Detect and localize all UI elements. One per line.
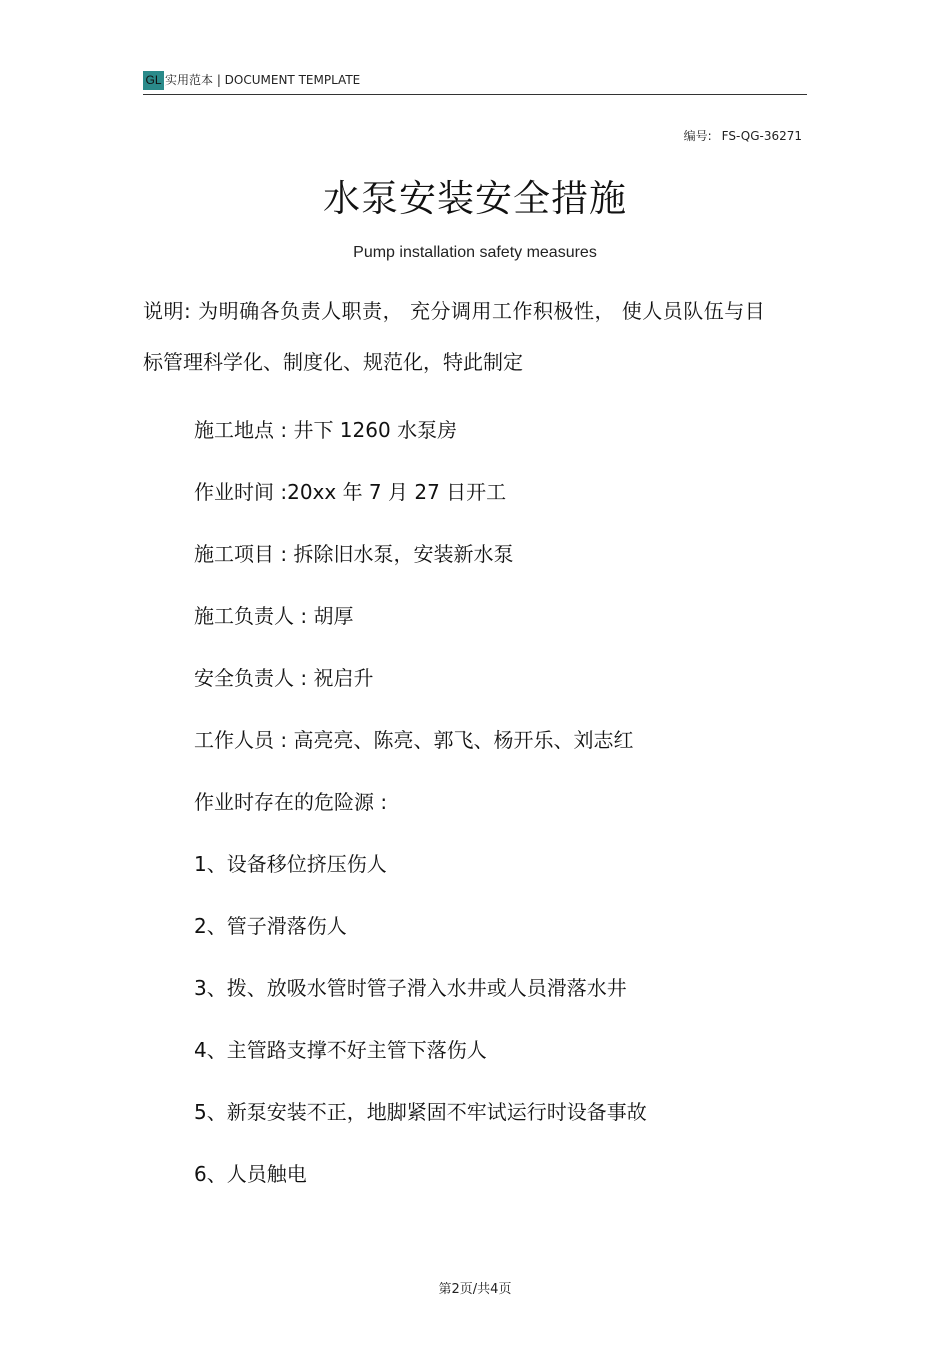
document-number bbox=[684, 127, 802, 144]
hazard-item-1: 1、设备移位挤压伤人 bbox=[194, 852, 387, 876]
description-line-1: 说明: 为明确各负责人职责， 充分调用工作积极性， 使人员队伍与目 bbox=[143, 299, 766, 323]
hazard-item-3: 3、拨、放吸水管时管子滑入水井或人员滑落水井 bbox=[194, 976, 627, 1000]
info-row-safety-lead: 安全负责人 : 祝启升 bbox=[194, 666, 374, 690]
hazard-item-6: 6、人员触电 bbox=[194, 1162, 307, 1186]
document-subtitle: Pump installation safety measures bbox=[353, 244, 597, 261]
info-row-construction-lead: 施工负责人 : 胡厚 bbox=[194, 604, 354, 628]
hazard-item-2: 2、管子滑落伤人 bbox=[194, 914, 347, 938]
page-footer: 第2页/共4页 bbox=[438, 1282, 512, 1297]
description-line-2: 标管理科学化、制度化、规范化，特此制定 bbox=[143, 350, 523, 374]
description bbox=[143, 286, 807, 388]
hazard-item-5: 5、新泵安装不正，地脚紧固不牢试运行时设备事故 bbox=[194, 1100, 647, 1124]
logo-badge: GL bbox=[143, 71, 164, 90]
info-row-site: 施工地点 : 井下 1260 水泵房 bbox=[194, 418, 458, 442]
page-header bbox=[143, 70, 807, 95]
info-list bbox=[194, 408, 794, 1214]
document-number-value: FS-QG-36271 bbox=[721, 129, 802, 143]
info-row-project: 施工项目 : 拆除旧水泵，安装新水泵 bbox=[194, 542, 514, 566]
document-title: 水泵安装安全措施 bbox=[323, 177, 627, 220]
header-text: 实用范本 | DOCUMENT TEMPLATE bbox=[165, 73, 361, 87]
hazards-heading: 作业时存在的危险源 : bbox=[194, 790, 388, 814]
document-number-label: 编号: bbox=[683, 129, 712, 143]
hazard-item-4: 4、主管路支撑不好主管下落伤人 bbox=[194, 1038, 487, 1062]
info-row-staff: 工作人员 : 高亮亮、陈亮、郭飞、杨开乐、刘志红 bbox=[194, 728, 634, 752]
info-row-work-time: 作业时间 :20xx 年 7 月 27 日开工 bbox=[194, 480, 507, 504]
